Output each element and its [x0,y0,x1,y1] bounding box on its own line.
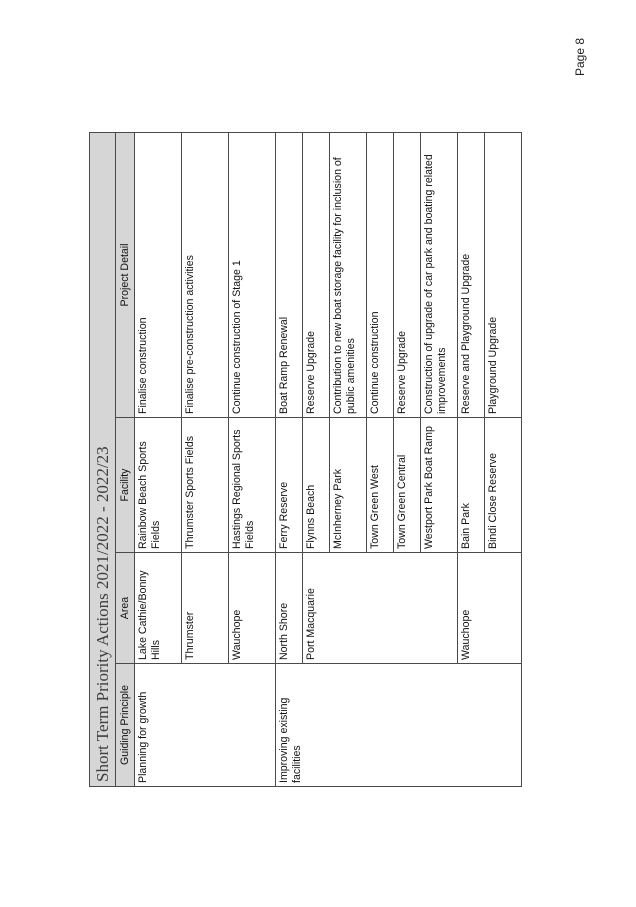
cell-project-detail: Continue construction of Stage 1 [229,132,276,417]
cell-area: Port Macquarie [303,553,458,664]
cell-project-detail: Finalise construction [135,132,182,417]
header-area: Area [116,553,135,664]
cell-project-detail: Contribution to new boat storage facility for inclusion of public amenities [330,132,367,417]
cell-facility: Town Green Central [394,418,421,553]
cell-project-detail: Reserve Upgrade [394,132,421,417]
cell-area: North Shore [276,553,303,664]
cell-facility: Hastings Regional Sports Fields [229,418,276,553]
cell-area: Lake Cathie/Bonny Hills [135,553,182,664]
cell-area: Wauchope [229,553,276,664]
cell-facility: Flynns Beach [303,418,330,553]
cell-project-detail: Finalise pre-construction activities [182,132,229,417]
page-number [560,37,600,77]
header-facility: Facility [116,418,135,553]
page-number-text: Page 8 [572,37,587,77]
cell-area: Thrumster [182,553,229,664]
cell-project-detail: Reserve and Playground Upgrade [458,132,485,417]
cell-project-detail: Continue construction [367,132,394,417]
cell-facility: Town Green West [367,418,394,553]
cell-area: Wauchope [458,553,522,664]
table-title-row [90,132,116,786]
cell-guiding-principle: Improving existing facilities [276,664,522,787]
cell-project-detail: Playground Upgrade [485,132,522,417]
cell-facility: Bindi Close Reserve [485,418,522,553]
cell-project-detail: Construction of upgrade of car park and boating related improvements [421,132,458,417]
table-header-row [116,132,135,786]
cell-guiding-principle: Planning for growth [135,664,276,787]
cell-facility: Westport Park Boat Ramp [421,418,458,553]
header-guiding-principle: Guiding Principle [116,664,135,787]
cell-facility: Ferry Reserve [276,418,303,553]
cell-facility: McInherney Park [330,418,367,553]
cell-project-detail: Boat Ramp Renewal [276,132,303,417]
table-title: Short Term Priority Actions 2021/2022 - 2022/23 [90,132,116,786]
cell-project-detail: Reserve Upgrade [303,132,330,417]
cell-facility: Bain Park [458,418,485,553]
cell-facility: Rainbow Beach Sports Fields [135,418,182,553]
table-row [135,132,182,786]
cell-facility: Thrumster Sports Fields [182,418,229,553]
table-row [276,132,303,786]
priority-actions-table-container [89,133,499,787]
priority-actions-table [89,132,522,787]
header-project-detail: Project Detail [116,132,135,417]
